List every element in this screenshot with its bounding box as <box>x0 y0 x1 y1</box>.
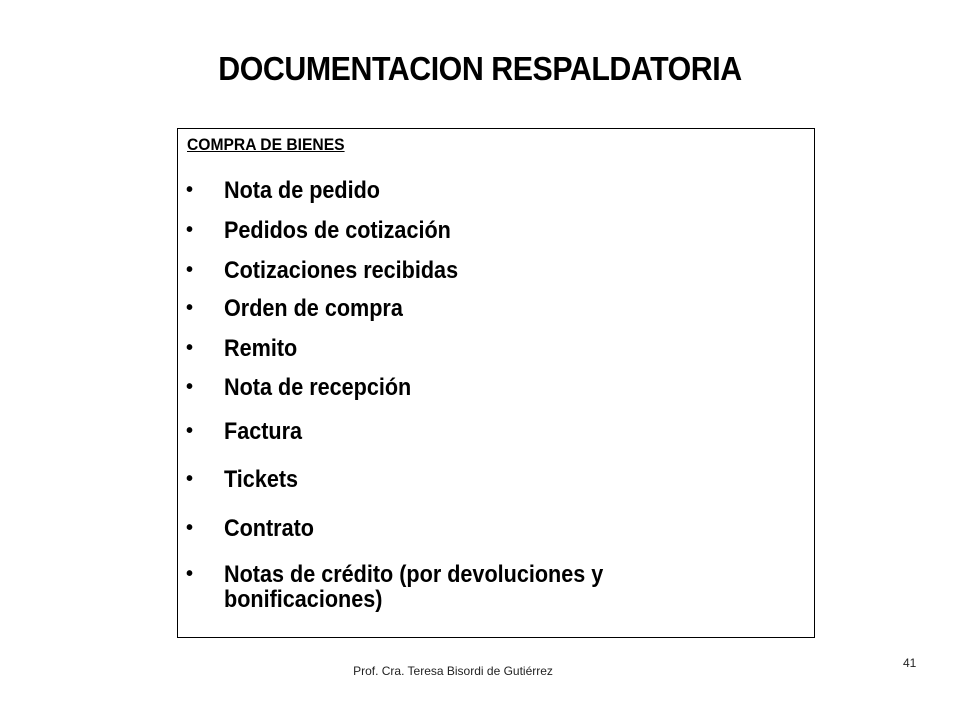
bullet-icon: • <box>186 517 194 539</box>
list-item <box>186 258 806 283</box>
list-item-text: Orden de compra <box>224 295 403 322</box>
list-item <box>186 218 806 243</box>
list-item <box>186 336 806 361</box>
bullet-icon: • <box>186 297 194 319</box>
page-number: 41 <box>903 656 917 670</box>
list-item-text: Cotizaciones recibidas <box>224 257 459 284</box>
bullet-icon: • <box>186 563 194 585</box>
section-heading: COMPRA DE BIENES <box>187 135 345 154</box>
list-item-text: Nota de pedido <box>224 177 381 204</box>
content-box <box>177 128 815 638</box>
list-item-text: Remito <box>224 335 298 362</box>
bullet-icon: • <box>186 179 194 201</box>
bullet-icon: • <box>186 337 194 359</box>
bullet-icon: • <box>186 376 194 398</box>
slide-title: DOCUMENTACION RESPALDATORIA <box>218 50 742 87</box>
list-item-text: Tickets <box>224 466 299 493</box>
list-item <box>186 562 806 612</box>
list-item-text: Notas de crédito (por devoluciones y bonificaciones) <box>224 561 604 613</box>
bullet-icon: • <box>186 219 194 241</box>
list-item <box>186 375 806 400</box>
list-item-text: Contrato <box>224 515 314 542</box>
footer-author: Prof. Cra. Teresa Bisordi de Gutiérrez <box>353 664 553 678</box>
list-item <box>186 467 806 492</box>
list-item <box>186 178 806 203</box>
list-item-text: Pedidos de cotización <box>224 217 451 244</box>
list-item-text: Factura <box>224 418 303 445</box>
list-item <box>186 516 806 541</box>
bullet-icon: • <box>186 259 194 281</box>
list-item <box>186 419 806 444</box>
bullet-icon: • <box>186 468 194 490</box>
list-item-text: Nota de recepción <box>224 374 412 401</box>
bullet-icon: • <box>186 420 194 442</box>
list-item <box>186 296 806 321</box>
